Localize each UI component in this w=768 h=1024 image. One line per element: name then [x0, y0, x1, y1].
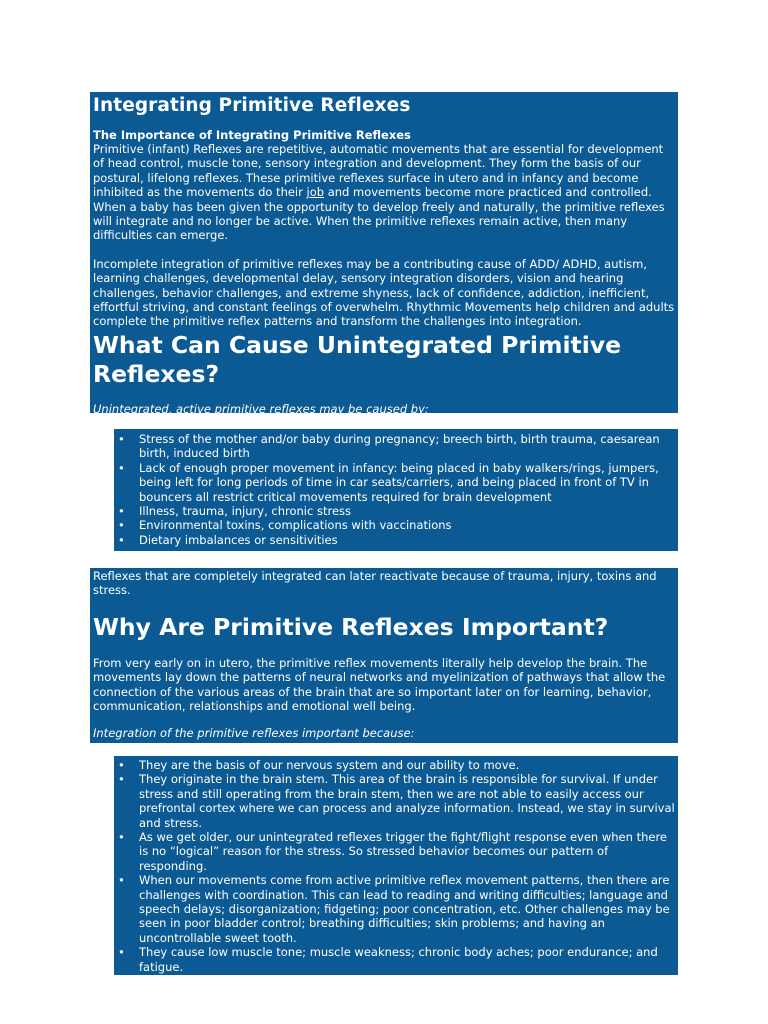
causes-heading: What Can Cause Unintegrated Primitive Reflexes? [93, 330, 622, 388]
list-item-text: As we get older, our unintegrated reflexes trigger the fight/flight response even when there is no “logical” reason for the stress. So stressed behavior becomes our pattern of responding. [139, 830, 667, 873]
causes-paragraph: Incomplete integration of primitive reflexes may be a contributing cause of ADD/ ADHD, autism, learning challenges, developmental delay, sensory integration disorders, vision and hearing challenges, behavior challenges, and extreme shyness, lack of confidence, addiction, inefficient, effortful striving, and constant feelings of overwhelm. Rhythmic Movements help children and adults complete the primitive reflex patterns and transform the challenges into integration. [93, 256, 675, 329]
bullet-icon: • [118, 945, 125, 960]
intro-text-start: Primitive (infant) Reflexes are repetitive, automatic movements that are essential for development of head control, muscle tone, sensory integration and development. They form the basis of our postural, lifelong reflexes. These primitive reflexes surface in utero and in infancy and become inhibited as the movements do their [93, 142, 664, 200]
list-item-text: Lack of enough proper movement in infancy: being placed in baby walkers/rings, jumpers, being left for long periods of time in car seats/carriers, and being placed in front of TV in bouncers all restrict critical movements required for brain development [139, 460, 659, 504]
causes-list-block [114, 429, 678, 551]
list-item-text: They cause low muscle tone; muscle weakness; chronic body aches; poor endurance; and fatigue. [139, 945, 658, 974]
causes-list [117, 432, 675, 547]
brain-development-paragraph: From very early on in utero, the primitive reflex movements literally help develop the brain. The movements lay down the patterns of neural networks and myelinization of pathways that allow the connection of the various areas of the brain that are so important later on for learning, behavior, communication, relationships and emotional well being. [93, 655, 666, 714]
list-item-text: Environmental toxins, complications with vaccinations [139, 518, 452, 533]
bullet-icon: • [118, 772, 125, 787]
list-item [117, 533, 675, 547]
reasons-list [117, 758, 675, 974]
reasons-intro: Integration of the primitive reflexes important because: [93, 726, 415, 741]
list-item-text: Stress of the mother and/or baby during pregnancy; breech birth, birth trauma, caesarean birth, induced birth [139, 432, 660, 461]
bullet-icon: • [118, 830, 125, 845]
importance-section [90, 568, 678, 743]
list-item-text: They originate in the brain stem. This area of the brain is responsible for survival. If under stress and still operating from the brain stem, then we are not able to easily access our prefrontal cortex where we can process and analyze information. Instead, we stay in survival and stress. [139, 772, 675, 830]
reasons-list-block [114, 756, 678, 975]
bullet-icon: • [118, 460, 125, 475]
bullet-icon: • [118, 518, 125, 533]
list-item [117, 830, 675, 873]
intro-text-end: and movements become more practiced and controlled. When a baby has been given the opportunity to develop freely and naturally, the primitive reflexes will integrate and no longer be active. When the primitive reflexes remain active, then many difficulties can emerge. [93, 185, 665, 243]
list-item [117, 461, 675, 504]
list-item-text: Illness, trauma, injury, chronic stress [139, 504, 352, 519]
list-item [117, 432, 675, 461]
list-item [117, 873, 675, 945]
causes-intro: Unintegrated, active primitive reflexes may be caused by: [93, 401, 429, 416]
job-link[interactable]: job [306, 185, 325, 200]
bullet-icon: • [118, 873, 125, 888]
list-item [117, 945, 675, 974]
list-item-text: When our movements come from active primitive reflex movement patterns, then there are challenges with coordination. This can lead to reading and writing difficulties; language and speech delays; disorganization; fidgeting; poor concentration, etc. Other challenges may be seen in poor bladder control; breathing difficulties; skin problems; and having an uncontrollable sweet tooth. [139, 873, 670, 945]
list-item [117, 758, 675, 772]
list-item [117, 772, 675, 830]
bullet-icon: • [118, 504, 125, 519]
bullet-icon: • [118, 758, 125, 772]
reactivation-paragraph: Reflexes that are completely integrated can later reactivate because of trauma, injury, toxins and stress. [93, 569, 657, 598]
list-item [117, 504, 675, 518]
bullet-icon: • [118, 532, 125, 547]
importance-heading: Why Are Primitive Reflexes Important? [93, 612, 609, 641]
list-item [117, 518, 675, 532]
intro-section [90, 92, 678, 416]
list-item-text: Dietary imbalances or sensitivities [139, 532, 338, 547]
intro-paragraph [93, 142, 675, 243]
section-subtitle: The Importance of Integrating Primitive Reflexes [93, 128, 411, 142]
list-item-text: They are the basis of our nervous system and our ability to move. [139, 758, 520, 772]
page-title: Integrating Primitive Reflexes [93, 95, 411, 116]
bullet-icon: • [118, 432, 125, 446]
